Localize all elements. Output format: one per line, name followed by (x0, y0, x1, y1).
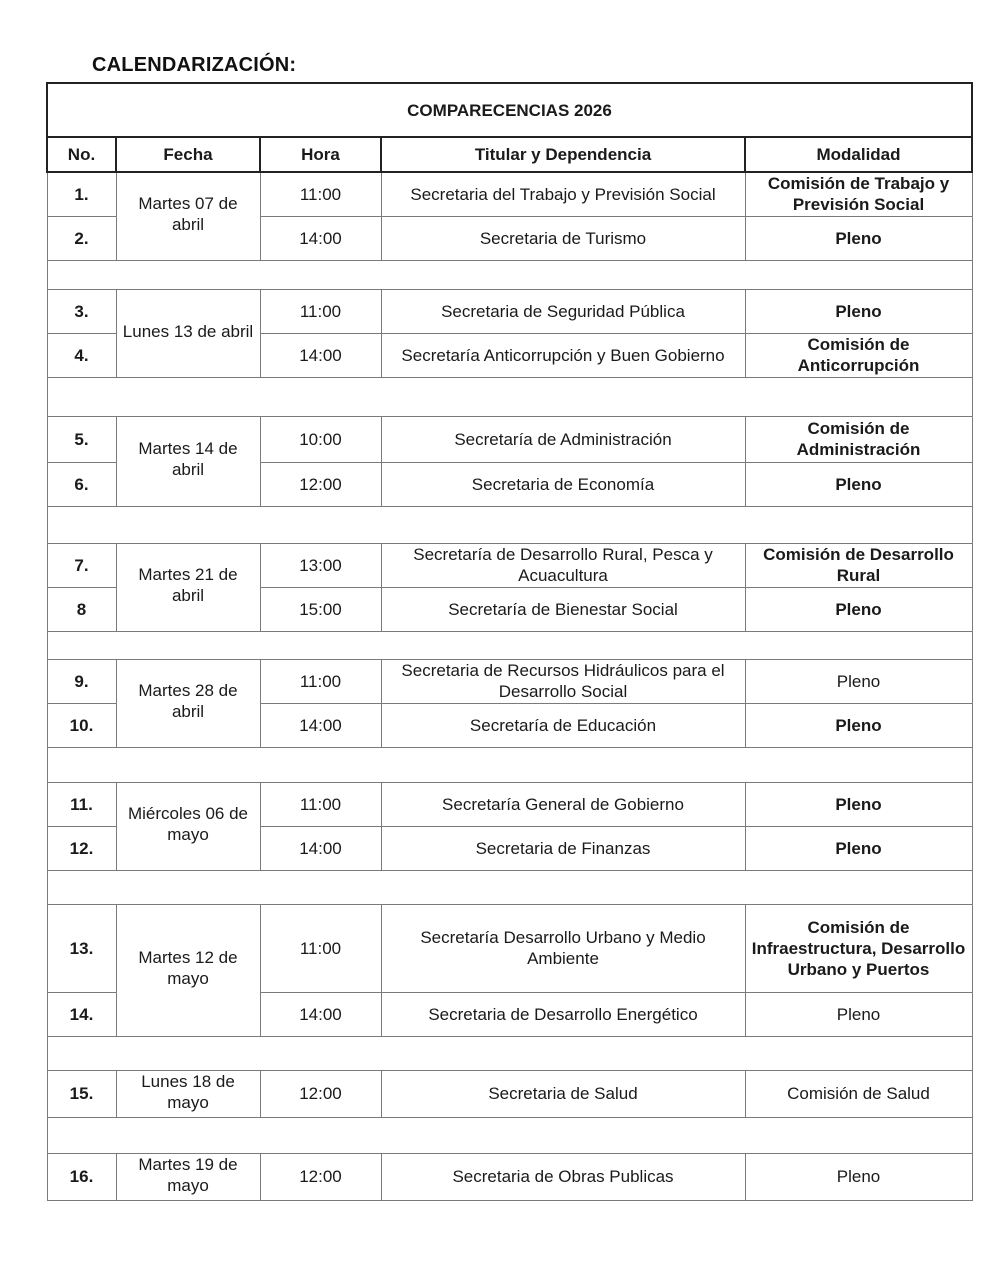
table-row (47, 543, 972, 587)
row-fecha: Miércoles 06 de mayo (116, 782, 260, 870)
row-modalidad: Pleno (745, 1153, 972, 1200)
row-dependencia: Secretaria del Trabajo y Previsión Social (381, 172, 745, 216)
row-hora: 11:00 (260, 904, 381, 992)
spacer-cell (47, 377, 972, 416)
table-title: COMPARECENCIAS 2026 (47, 83, 972, 137)
row-fecha: Martes 19 de mayo (116, 1153, 260, 1200)
row-dependencia: Secretaria de Economía (381, 462, 745, 506)
row-dependencia: Secretaria de Obras Publicas (381, 1153, 745, 1200)
row-dependencia: Secretaria de Desarrollo Energético (381, 992, 745, 1036)
row-number: 16. (47, 1153, 116, 1200)
row-fecha: Martes 12 de mayo (116, 904, 260, 1036)
row-hora: 11:00 (260, 782, 381, 826)
row-hora: 14:00 (260, 703, 381, 747)
spacer-cell (47, 1036, 972, 1070)
row-dependencia: Secretaría Desarrollo Urbano y Medio Ambiente (381, 904, 745, 992)
spacer-cell (47, 1117, 972, 1153)
table-row (47, 659, 972, 703)
row-dependencia: Secretaria de Recursos Hidráulicos para el Desarrollo Social (381, 659, 745, 703)
row-number: 14. (47, 992, 116, 1036)
row-hora: 14:00 (260, 333, 381, 377)
row-modalidad: Comisión de Anticorrupción (745, 333, 972, 377)
schedule-table (46, 82, 973, 1201)
table-row (47, 416, 972, 462)
row-fecha: Martes 07 de abril (116, 172, 260, 260)
row-modalidad: Pleno (745, 992, 972, 1036)
row-number: 1. (47, 172, 116, 216)
row-number: 9. (47, 659, 116, 703)
spacer-cell (47, 260, 972, 289)
column-header-no: No. (47, 137, 116, 172)
row-number: 7. (47, 543, 116, 587)
row-dependencia: Secretaria de Finanzas (381, 826, 745, 870)
column-header-modalidad: Modalidad (745, 137, 972, 172)
row-dependencia: Secretaría de Desarrollo Rural, Pesca y Acuacultura (381, 543, 745, 587)
table-row (47, 1070, 972, 1117)
row-fecha: Lunes 18 de mayo (116, 1070, 260, 1117)
table-row (47, 904, 972, 992)
spacer-cell (47, 870, 972, 904)
row-hora: 12:00 (260, 1153, 381, 1200)
row-modalidad: Pleno (745, 587, 972, 631)
row-modalidad: Comisión de Salud (745, 1070, 972, 1117)
row-modalidad: Comisión de Desarrollo Rural (745, 543, 972, 587)
row-fecha: Martes 28 de abril (116, 659, 260, 747)
table-banner-row (47, 83, 972, 137)
row-hora: 14:00 (260, 216, 381, 260)
row-number: 13. (47, 904, 116, 992)
row-dependencia: Secretaria de Turismo (381, 216, 745, 260)
row-modalidad: Pleno (745, 659, 972, 703)
row-modalidad: Comisión de Administración (745, 416, 972, 462)
spacer-row (47, 1117, 972, 1153)
row-number: 4. (47, 333, 116, 377)
row-dependencia: Secretaría de Bienestar Social (381, 587, 745, 631)
row-modalidad: Comisión de Infraestructura, Desarrollo Urbano y Puertos (745, 904, 972, 992)
spacer-row (47, 747, 972, 782)
row-hora: 10:00 (260, 416, 381, 462)
row-dependencia: Secretaría Anticorrupción y Buen Gobierno (381, 333, 745, 377)
row-modalidad: Pleno (745, 826, 972, 870)
row-number: 5. (47, 416, 116, 462)
spacer-cell (47, 747, 972, 782)
table-row (47, 1153, 972, 1200)
column-header-fecha: Fecha (116, 137, 260, 172)
row-hora: 11:00 (260, 289, 381, 333)
row-dependencia: Secretaria de Seguridad Pública (381, 289, 745, 333)
spacer-row (47, 631, 972, 659)
column-header-hora: Hora (260, 137, 381, 172)
row-number: 6. (47, 462, 116, 506)
spacer-row (47, 506, 972, 543)
row-number: 3. (47, 289, 116, 333)
column-header-dependencia: Titular y Dependencia (381, 137, 745, 172)
row-number: 12. (47, 826, 116, 870)
table-row (47, 172, 972, 216)
spacer-row (47, 1036, 972, 1070)
row-modalidad: Pleno (745, 462, 972, 506)
row-dependencia: Secretaría de Administración (381, 416, 745, 462)
row-fecha: Martes 14 de abril (116, 416, 260, 506)
row-number: 11. (47, 782, 116, 826)
row-modalidad: Pleno (745, 782, 972, 826)
row-hora: 12:00 (260, 1070, 381, 1117)
spacer-row (47, 870, 972, 904)
table-row (47, 782, 972, 826)
row-dependencia: Secretaría General de Gobierno (381, 782, 745, 826)
table-row (47, 289, 972, 333)
row-fecha: Martes 21 de abril (116, 543, 260, 631)
document-title: CALENDARIZACIÓN: (92, 54, 297, 76)
spacer-cell (47, 631, 972, 659)
row-modalidad: Comisión de Trabajo y Previsión Social (745, 172, 972, 216)
row-dependencia: Secretaria de Salud (381, 1070, 745, 1117)
spacer-row (47, 377, 972, 416)
row-number: 10. (47, 703, 116, 747)
row-number: 8 (47, 587, 116, 631)
row-hora: 14:00 (260, 826, 381, 870)
row-dependencia: Secretaría de Educación (381, 703, 745, 747)
row-hora: 14:00 (260, 992, 381, 1036)
row-number: 2. (47, 216, 116, 260)
row-modalidad: Pleno (745, 216, 972, 260)
row-hora: 11:00 (260, 659, 381, 703)
row-hora: 13:00 (260, 543, 381, 587)
row-modalidad: Pleno (745, 289, 972, 333)
spacer-cell (47, 506, 972, 543)
table-header-row (47, 137, 972, 172)
row-modalidad: Pleno (745, 703, 972, 747)
row-hora: 12:00 (260, 462, 381, 506)
row-hora: 11:00 (260, 172, 381, 216)
row-number: 15. (47, 1070, 116, 1117)
row-hora: 15:00 (260, 587, 381, 631)
spacer-row (47, 260, 972, 289)
row-fecha: Lunes 13 de abril (116, 289, 260, 377)
